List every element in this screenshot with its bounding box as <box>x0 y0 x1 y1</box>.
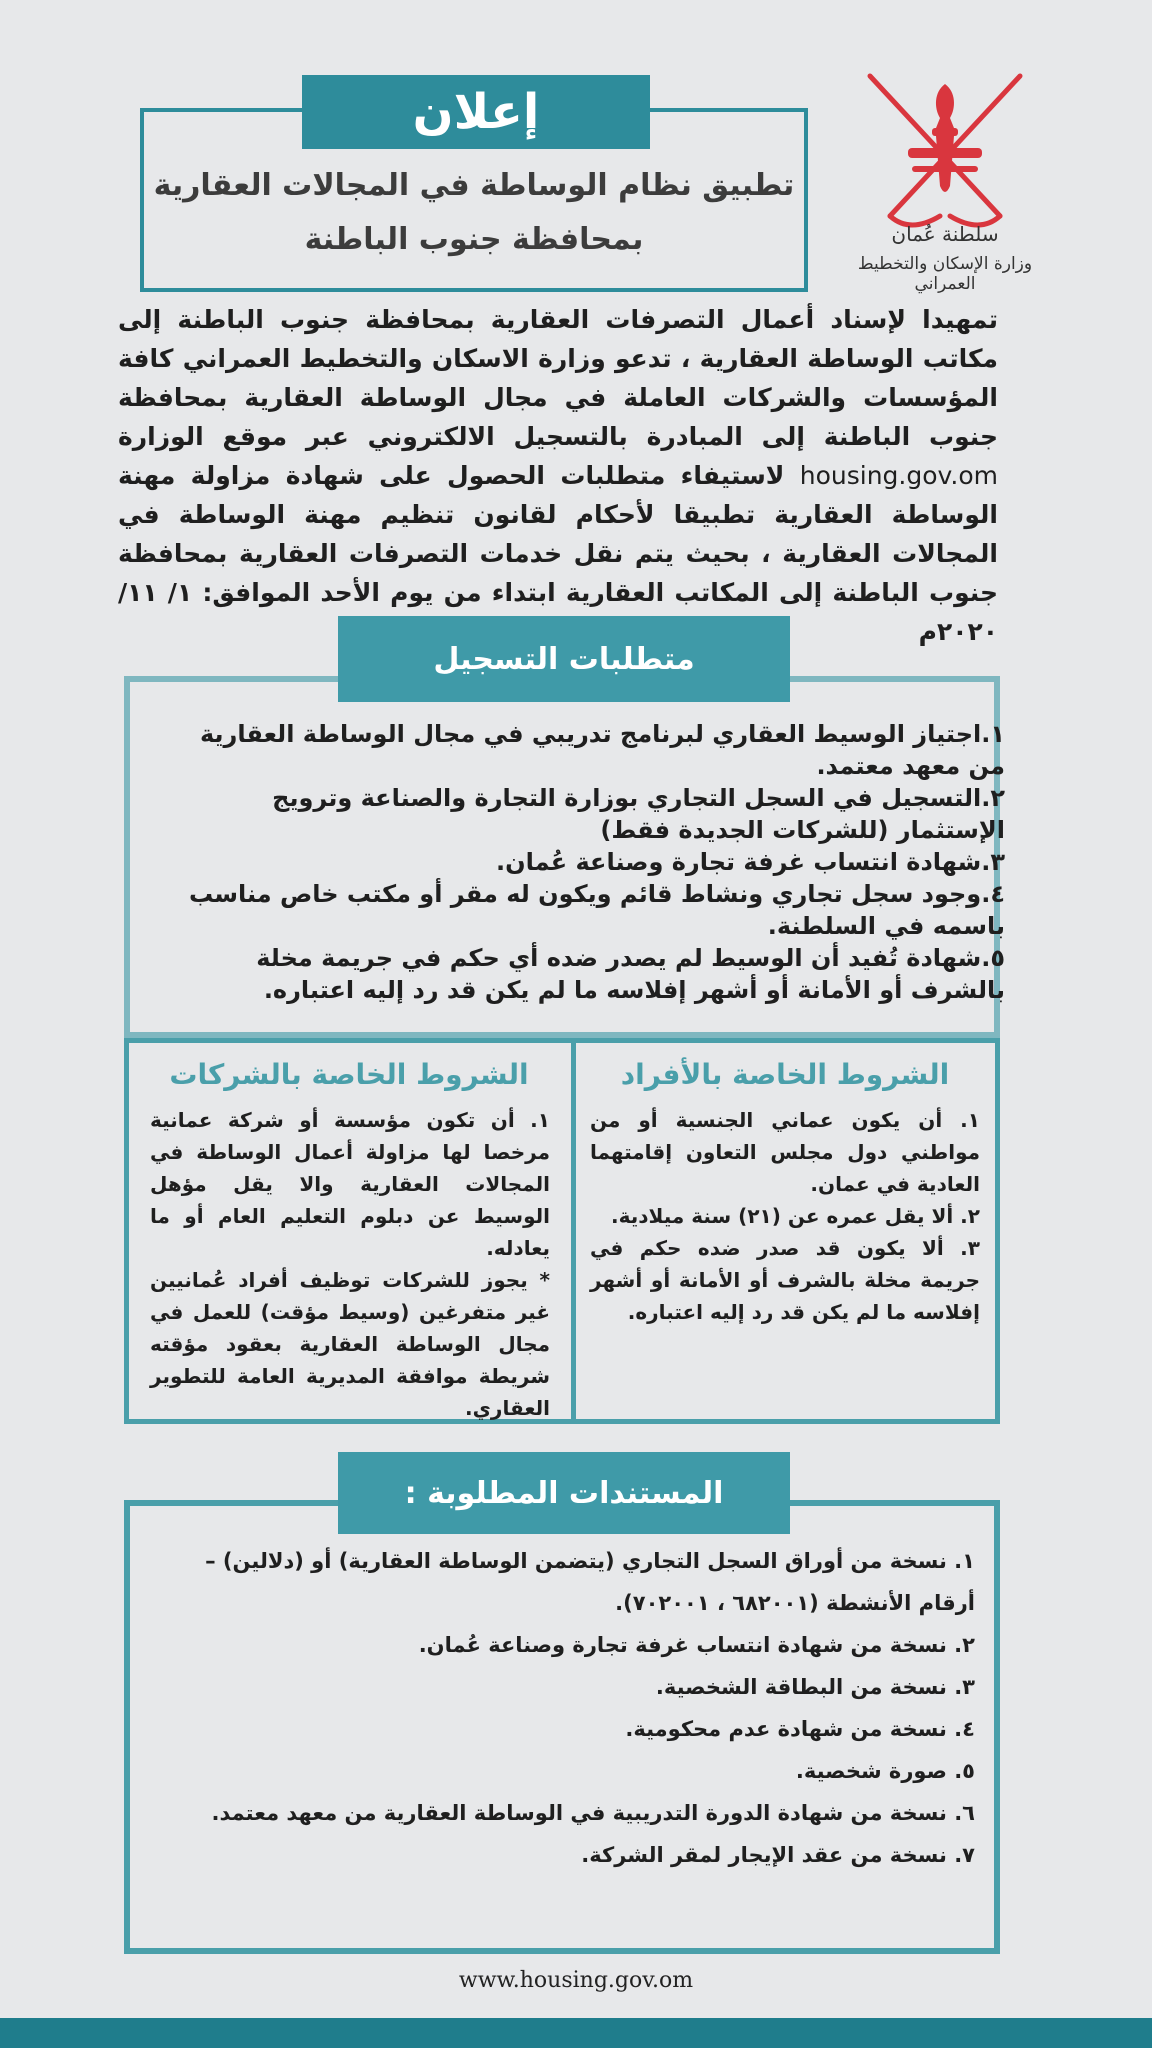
requirement-item: ٢.التسجيل في السجل التجاري بوزارة التجارة والصناعة وترويج الإستثمار (للشركات الجديدة فقط) <box>272 784 1005 844</box>
requirement-item: ٣.شهادة انتساب غرفة تجارة وصناعة عُمان. <box>496 848 1005 876</box>
requirement-item: ٤.وجود سجل تجاري ونشاط قائم ويكون له مقر أو مكتب خاص مناسب باسمه في السلطنة. <box>188 880 1005 940</box>
oman-emblem-icon <box>850 66 1040 236</box>
footer-website-link[interactable]: www.housing.gov.om <box>458 1968 694 1993</box>
individual-condition: ٢. ألا يقل عمره عن (٢١) سنة ميلادية. <box>611 1204 980 1228</box>
ministry-website: housing.gov.om <box>799 461 998 490</box>
announcement-heading: إعلان <box>302 75 650 149</box>
title-line-1: تطبيق نظام الوساطة في المجالات العقارية <box>153 168 795 203</box>
footer-bar <box>0 2018 1152 2048</box>
intro-text-2: لاستيفاء متطلبات الحصول على شهادة مزاولة مهنة الوساطة العقارية تطبيقا لأحكام لقانون تنظيم مهنة الوساطة في المجالات العقارية ، بحيث يتم نقل خدمات التصرفات العقارية بمحافظة جنوب الباطنة إلى المكاتب العقارية ابتداء من يوم الأحد الموافق: ١/ ١١/ ٢٠٢٠م <box>118 461 999 646</box>
title-line-2: بمحافظة جنوب الباطنة <box>304 222 644 257</box>
documents-heading: المستندات المطلوبة : <box>338 1452 790 1534</box>
ministry-country: سلطنة عُمان <box>891 222 999 246</box>
document-item: ٧. نسخة من عقد الإيجار لمقر الشركة. <box>581 1843 975 1867</box>
documents-list <box>175 1540 975 1876</box>
individual-condition: ٣. ألا يكون قد صدر ضده حكم في جريمة مخلة بالشرف أو الأمانة أو أشهر إفلاسه ما لم يكن قد رد إليه اعتباره. <box>590 1236 980 1324</box>
document-item: ١. نسخة من أوراق السجل التجاري (يتضمن الوساطة العقارية) أو (دلالين) – أرقام الأنشطة (٦٨٢٠٠١ ، ٧٠٢٠٠١). <box>205 1549 975 1615</box>
conditions-divider <box>571 1038 576 1424</box>
intro-text: تمهيدا لإسناد أعمال التصرفات العقارية بمحافظة جنوب الباطنة إلى مكاتب الوساطة العقارية ، تدعو وزارة الاسكان والتخطيط العمراني كافة المؤسسات والشركات العاملة في مجال الوساطة العقارية بمحافظة جنوب الباطنة إلى المبادرة بالتسجيل الالكتروني عبر موقع الوزارة <box>118 305 998 451</box>
requirements-heading: متطلبات التسجيل <box>338 616 790 702</box>
requirement-item: ١.اجتياز الوسيط العقاري لبرنامج تدريبي في مجال الوساطة العقارية من معهد معتمد. <box>199 720 1005 780</box>
individual-condition: ١. أن يكون عماني الجنسية أو من مواطني دول مجلس التعاون إقامتهما العادية في عمان. <box>590 1108 980 1196</box>
document-item: ٤. نسخة من شهادة عدم محكومية. <box>625 1717 975 1741</box>
companies-conditions <box>150 1104 550 1424</box>
document-item: ٢. نسخة من شهادة انتساب غرفة تجارة وصناعة عُمان. <box>418 1633 975 1657</box>
company-condition: * يجوز للشركات توظيف أفراد عُمانيين غير متفرغين (وسيط مؤقت) للعمل في مجال الوساطة العقارية بعقود مؤقته شريطة موافقة المديرية العامة للتطوير العقاري. <box>150 1268 550 1420</box>
individuals-conditions <box>590 1104 980 1328</box>
document-item: ٣. نسخة من البطاقة الشخصية. <box>655 1675 975 1699</box>
individuals-heading: الشروط الخاصة بالأفراد <box>620 1058 950 1091</box>
requirements-list <box>165 718 1005 1006</box>
intro-paragraph <box>118 300 998 651</box>
company-condition: ١. أن تكون مؤسسة أو شركة عمانية مرخصا لها مزاولة أعمال الوساطة في المجالات العقارية والا يقل مؤهل الوسيط عن دبلوم التعليم العام أو ما يعادله. <box>150 1108 550 1260</box>
requirement-item: ٥.شهادة تُفيد أن الوسيط لم يصدر ضده أي حكم في جريمة مخلة بالشرف أو الأمانة أو أشهر إفلاسه ما لم يكن قد رد إليه اعتباره. <box>256 944 1005 1004</box>
ministry-name: وزارة الإسكان والتخطيط العمراني <box>857 254 1033 294</box>
companies-heading: الشروط الخاصة بالشركات <box>169 1058 529 1091</box>
document-item: ٥. صورة شخصية. <box>795 1759 975 1783</box>
document-item: ٦. نسخة من شهادة الدورة التدريبية في الوساطة العقارية من معهد معتمد. <box>211 1801 975 1825</box>
